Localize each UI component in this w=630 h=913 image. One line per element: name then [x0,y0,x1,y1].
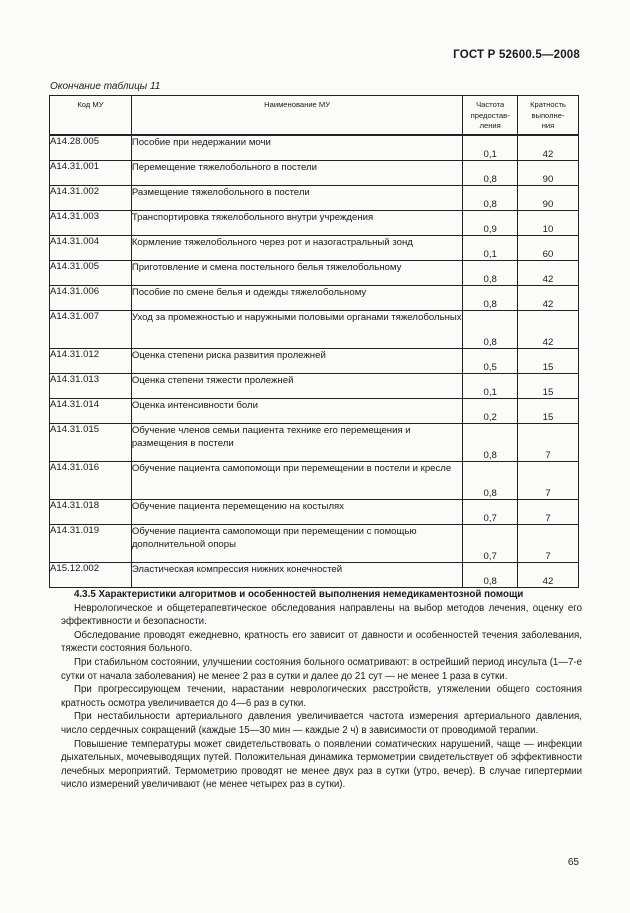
mu-name-cell: Эластическая компрессия нижних конечностей [131,563,463,588]
table-body [50,135,579,588]
frequency-cell: 0,8 [463,311,518,349]
mu-name-cell: Приготовление и смена постельного белья тяжелобольному [131,261,463,286]
frequency-cell: 0,9 [463,211,518,236]
paragraph: Обследование проводят ежедневно, кратность его зависит от давности и особенностей течения заболевания, тяжести состояния больного. [61,629,582,655]
multiplicity-cell: 42 [517,135,578,161]
mu-code-cell: А14.31.014 [50,399,132,424]
frequency-cell: 0,2 [463,399,518,424]
section-4-3-5 [61,588,582,792]
mu-code-cell: А14.31.015 [50,424,132,462]
multiplicity-cell: 42 [517,563,578,588]
paragraph: Повышение температуры может свидетельствовать о появлении соматических нарушений, чаще — инфекции дыхательных, мочевыводящих путей. Положительная динамика термометрии свидетельствует об эффективности лечебных мероприятий. Термометрию проводят не менее двух раз в сутки (утро, вечер). В случае гипертермии число измерений увеличивают (не менее четырех раз в сутки). [61,738,582,791]
mu-name-cell: Обучение членов семьи пациента технике его перемещения и размещения в постели [131,424,463,462]
multiplicity-cell: 7 [517,500,578,525]
table-caption: Окончание таблицы 11 [50,81,161,92]
mu-name-cell: Оценка интенсивности боли [131,399,463,424]
table-row [50,161,579,186]
mu-name-cell: Оценка степени тяжести пролежней [131,374,463,399]
mu-name-cell: Размещение тяжелобольного в постели [131,186,463,211]
mu-name-cell: Обучение пациента самопомощи при перемещении с помощью дополнительной опоры [131,525,463,563]
mu-code-cell: А14.31.016 [50,462,132,500]
multiplicity-cell: 42 [517,261,578,286]
table-row [50,135,579,161]
multiplicity-cell: 7 [517,462,578,500]
standard-header: ГОСТ Р 52600.5—2008 [453,49,580,61]
col-header-multiplicity: Кратность выполне- ния [517,96,578,136]
table-row [50,186,579,211]
frequency-cell: 0,8 [463,261,518,286]
mu-name-cell: Оценка степени риска развития пролежней [131,349,463,374]
mu-name-cell: Обучение пациента самопомощи при перемещении в постели и кресле [131,462,463,500]
mu-code-cell: А14.31.005 [50,261,132,286]
mu-code-cell: А14.31.012 [50,349,132,374]
mu-table [49,95,579,588]
table-row [50,236,579,261]
mu-name-cell: Пособие при недержании мочи [131,135,463,161]
multiplicity-cell: 90 [517,186,578,211]
multiplicity-cell: 42 [517,286,578,311]
mu-code-cell: А14.31.001 [50,161,132,186]
table-row [50,349,579,374]
table-row [50,311,579,349]
multiplicity-cell: 10 [517,211,578,236]
multiplicity-cell: 60 [517,236,578,261]
table-row [50,211,579,236]
frequency-cell: 0,1 [463,135,518,161]
frequency-cell: 0,7 [463,500,518,525]
mu-code-cell: А14.31.002 [50,186,132,211]
frequency-cell: 0,8 [463,563,518,588]
table-row [50,500,579,525]
mu-name-cell: Обучение пациента перемещению на костылях [131,500,463,525]
multiplicity-cell: 15 [517,374,578,399]
mu-name-cell: Пособие по смене белья и одежды тяжелобольному [131,286,463,311]
mu-code-cell: А14.31.006 [50,286,132,311]
multiplicity-cell: 15 [517,349,578,374]
section-heading: 4.3.5 Характеристики алгоритмов и особенностей выполнения немедикаментозной помощи [74,589,524,600]
multiplicity-cell: 42 [517,311,578,349]
paragraph: При прогрессирующем течении, нарастании неврологических расстройств, утяжелении общего состояния кратность осмотра увеличивается до 4—6 раз в сутки. [61,684,582,709]
table-row [50,399,579,424]
mu-name-cell: Транспортировка тяжелобольного внутри учреждения [131,211,463,236]
mu-code-cell: А14.28.005 [50,135,132,161]
paragraph: При стабильном состоянии, улучшении состояния больного осматривают: в острейший период инсульта (1—7-е сутки от начала заболевания) не менее 2 раз в сутки и далее до 21 сут — не менее 1 раза в сутки. [61,656,582,682]
table-header-row [50,96,579,136]
mu-code-cell: А14.31.007 [50,311,132,349]
multiplicity-cell: 90 [517,161,578,186]
frequency-cell: 0,8 [463,462,518,500]
frequency-cell: 0,8 [463,186,518,211]
frequency-cell: 0,1 [463,236,518,261]
mu-code-cell: А14.31.019 [50,525,132,563]
mu-code-cell: А14.31.013 [50,374,132,399]
col-header-frequency: Частота предостав- ления [463,96,518,136]
mu-name-cell: Кормление тяжелобольного через рот и назогастральный зонд [131,236,463,261]
frequency-cell: 0,8 [463,424,518,462]
frequency-cell: 0,8 [463,161,518,186]
multiplicity-cell: 7 [517,424,578,462]
paragraph: Неврологическое и общетерапевтическое обследования направлены на выбор методов лечения, оценку его эффективности и безопасности. [61,602,582,628]
table-row [50,525,579,563]
mu-name-cell: Перемещение тяжелобольного в постели [131,161,463,186]
page-number: 65 [567,857,579,868]
table-row [50,261,579,286]
mu-code-cell: А14.31.018 [50,500,132,525]
frequency-cell: 0,5 [463,349,518,374]
frequency-cell: 0,8 [463,286,518,311]
mu-name-cell: Уход за промежностью и наружными половыми органами тяжелобольных [131,311,463,349]
mu-code-cell: А14.31.004 [50,236,132,261]
multiplicity-cell: 15 [517,399,578,424]
col-header-code: Код МУ [50,96,132,136]
table-row [50,374,579,399]
frequency-cell: 0,7 [463,525,518,563]
mu-code-cell: А14.31.003 [50,211,132,236]
mu-code-cell: А15.12.002 [50,563,132,588]
table-row [50,424,579,462]
frequency-cell: 0,1 [463,374,518,399]
table-row [50,563,579,588]
paragraph: При нестабильности артериального давления увеличивается частота измерения артериального давления, число сердечных сокращений (каждые 15—30 мин — каждые 2 ч) в зависимости от проводимой терапии. [61,711,582,736]
multiplicity-cell: 7 [517,525,578,563]
col-header-name: Наименование МУ [131,96,463,136]
table-row [50,286,579,311]
table-row [50,462,579,500]
